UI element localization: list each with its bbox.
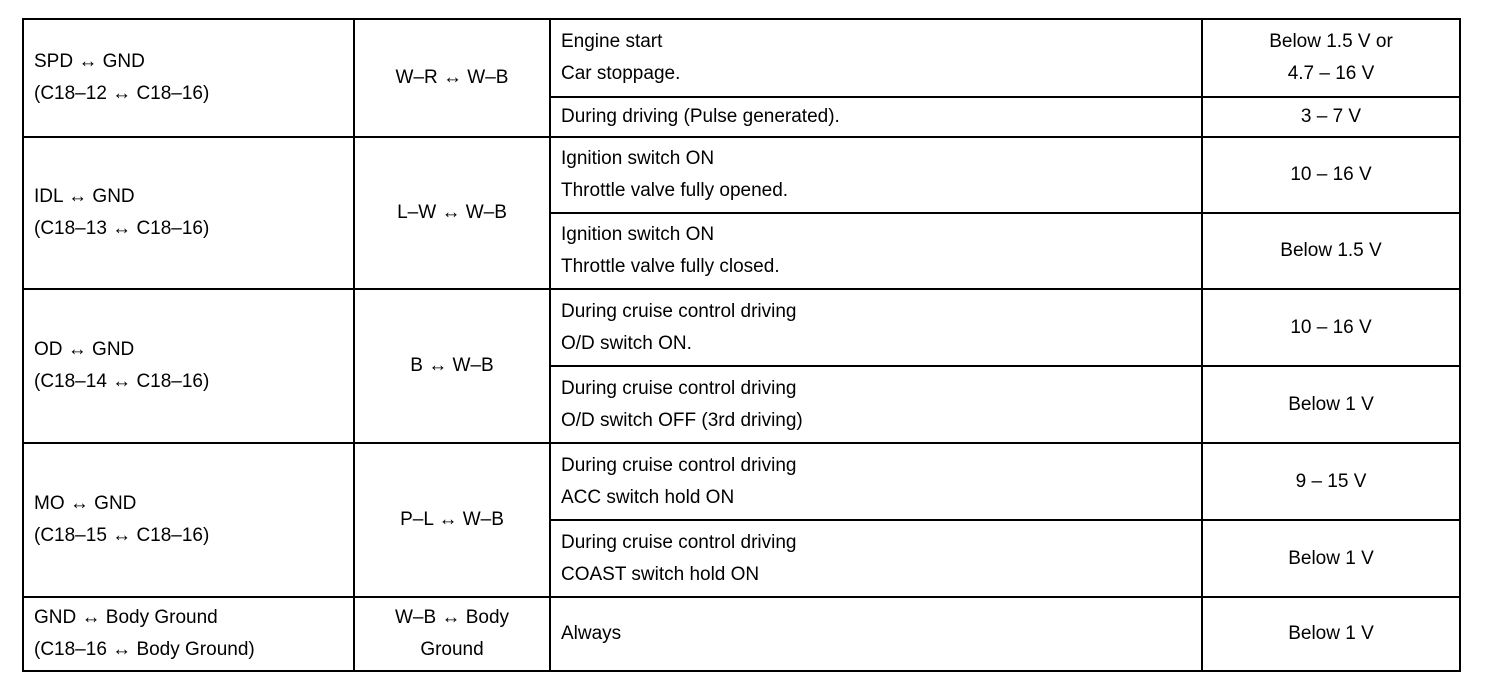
condition-text: O/D switch OFF (3rd driving): [561, 409, 803, 431]
specified-value: Below 1.5 V or: [1269, 31, 1393, 52]
condition-cell: [550, 19, 1202, 97]
condition-cell: [550, 597, 1202, 671]
condition-text: Throttle valve fully closed.: [561, 256, 780, 277]
condition-cell: [550, 289, 1202, 366]
condition-cell: [550, 366, 1202, 443]
condition-text: COAST switch hold ON: [561, 563, 760, 585]
condition-text: Engine start: [561, 31, 663, 52]
terminal-pins: (C18–14 ↔ C18–16): [34, 371, 210, 392]
table-row: [23, 137, 1460, 213]
wiring-color-cell: [354, 19, 550, 137]
terminal-pins: (C18–15 ↔ C18–16): [34, 525, 210, 546]
specified-value: 9 – 15 V: [1295, 470, 1367, 492]
specified-value: 3 – 7 V: [1300, 106, 1362, 127]
wiring-color: W–B ↔ Body: [394, 607, 510, 628]
specified-value-cell: [1202, 213, 1460, 289]
condition-cell: [550, 443, 1202, 520]
terminal-pins: (C18–13 ↔ C18–16): [34, 218, 210, 239]
condition-cell: [550, 213, 1202, 289]
wiring-color-cell: [354, 443, 550, 597]
condition-cell: [550, 137, 1202, 213]
specified-value-cell: [1202, 597, 1460, 671]
terminal-cell: [23, 597, 354, 671]
terminal-cell: [23, 289, 354, 443]
terminal-name: MO ↔ GND: [34, 493, 137, 514]
specified-value-cell: [1202, 366, 1460, 443]
wiring-color-cell: [354, 597, 550, 671]
condition-text: ACC switch hold ON: [561, 486, 735, 508]
specified-value-cell: [1202, 443, 1460, 520]
terminal-voltage-table: [22, 18, 1461, 672]
specified-value-cell: [1202, 520, 1460, 597]
table-row: [23, 289, 1460, 366]
condition-text: During cruise control driving: [561, 377, 797, 399]
specified-value-cell: [1202, 289, 1460, 366]
terminal-pins: (C18–16 ↔ Body Ground): [34, 639, 255, 660]
terminal-pins: (C18–12 ↔ C18–16): [34, 83, 210, 104]
terminal-name: OD ↔ GND: [34, 339, 135, 360]
specified-value: 10 – 16 V: [1290, 316, 1372, 338]
condition-cell: [550, 520, 1202, 597]
specified-value: Below 1 V: [1288, 547, 1374, 569]
wiring-color-cell: [354, 137, 550, 289]
wiring-color: P–L ↔ W–B: [400, 509, 504, 530]
condition-text: Ignition switch ON: [561, 148, 715, 169]
specified-value: Below 1.5 V: [1280, 240, 1382, 261]
specified-value-cell: [1202, 137, 1460, 213]
condition-text: During cruise control driving: [561, 300, 797, 322]
condition-text: During cruise control driving: [561, 531, 797, 553]
wiring-color-cell: [354, 289, 550, 443]
condition-text: Always: [561, 623, 622, 644]
wiring-color: Ground: [420, 639, 484, 660]
specified-value: Below 1 V: [1288, 623, 1374, 644]
condition-text: During driving (Pulse generated).: [561, 106, 840, 127]
terminal-name: GND ↔ Body Ground: [34, 607, 218, 628]
wiring-color: L–W ↔ W–B: [397, 202, 507, 223]
wiring-color: B ↔ W–B: [410, 355, 494, 376]
specified-value-cell: [1202, 97, 1460, 137]
terminal-cell: [23, 19, 354, 137]
specified-value-cell: [1202, 19, 1460, 97]
table-row: [23, 443, 1460, 520]
condition-text: Car stoppage.: [561, 63, 681, 84]
condition-cell: [550, 97, 1202, 137]
condition-text: Throttle valve fully opened.: [561, 180, 789, 201]
terminal-cell: [23, 137, 354, 289]
condition-text: During cruise control driving: [561, 454, 797, 476]
specified-value: 10 – 16 V: [1290, 164, 1372, 185]
table-row: [23, 597, 1460, 671]
specified-value: 4.7 – 16 V: [1287, 63, 1375, 84]
terminal-name: SPD ↔ GND: [34, 51, 145, 72]
terminal-name: IDL ↔ GND: [34, 186, 135, 207]
condition-text: Ignition switch ON: [561, 224, 715, 245]
table-row: [23, 19, 1460, 97]
condition-text: O/D switch ON.: [561, 332, 692, 354]
specified-value: Below 1 V: [1288, 393, 1374, 415]
wiring-color: W–R ↔ W–B: [395, 67, 509, 88]
terminal-cell: [23, 443, 354, 597]
